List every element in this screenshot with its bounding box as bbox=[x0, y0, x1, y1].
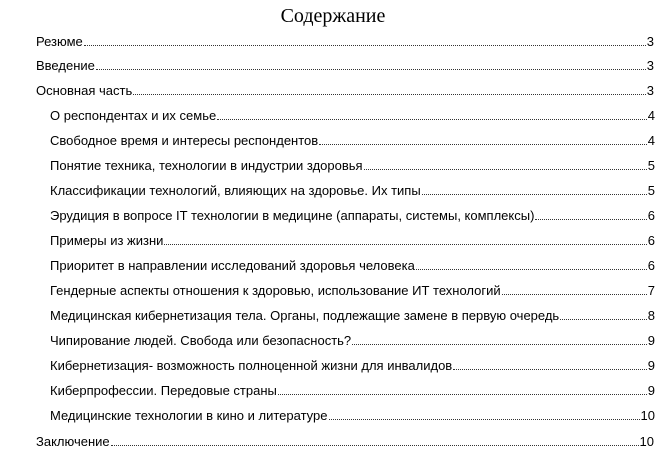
toc-leader-dots bbox=[416, 269, 647, 270]
toc-entry-body-cybernetization[interactable] bbox=[50, 306, 655, 324]
toc-entry-label: Чипирование людей. Свобода или безопасность? bbox=[50, 333, 352, 348]
toc-page-number: 5 bbox=[647, 158, 655, 173]
toc-leader-dots bbox=[364, 169, 647, 170]
toc-entry-gender-aspects[interactable] bbox=[50, 281, 655, 299]
toc-entry-conclusion[interactable] bbox=[36, 432, 654, 450]
toc-entry-label: Классификации технологий, влияющих на здоровье. Их типы bbox=[50, 183, 421, 198]
toc-leader-dots bbox=[329, 419, 640, 420]
toc-entry-summary[interactable] bbox=[36, 32, 654, 50]
toc-page-number: 5 bbox=[647, 183, 655, 198]
toc-entry-free-time[interactable] bbox=[50, 131, 655, 149]
toc-entry-technology-concept[interactable] bbox=[50, 156, 655, 174]
toc-entry-label: Медицинская кибернетизация тела. Органы, подлежащие замене в первую очередь bbox=[50, 308, 560, 323]
toc-entry-label: Гендерные аспекты отношения к здоровью, использование ИТ технологий bbox=[50, 283, 501, 298]
toc-entry-research-priority[interactable] bbox=[50, 256, 655, 274]
toc-page-number: 4 bbox=[647, 133, 655, 148]
toc-leader-dots bbox=[453, 369, 647, 370]
toc-entry-label: Заключение bbox=[36, 434, 110, 449]
toc-leader-dots bbox=[319, 144, 647, 145]
toc-page-number: 6 bbox=[647, 258, 655, 273]
toc-page-number: 4 bbox=[647, 108, 655, 123]
toc-page-number: 6 bbox=[647, 233, 655, 248]
toc-page-number: 9 bbox=[647, 383, 655, 398]
toc-entry-label: Резюме bbox=[36, 34, 83, 49]
toc-entry-label: Кибернетизация- возможность полноценной жизни для инвалидов bbox=[50, 358, 453, 373]
toc-page-number: 8 bbox=[647, 308, 655, 323]
toc-entry-introduction[interactable] bbox=[36, 56, 654, 74]
toc-entry-label: Примеры из жизни bbox=[50, 233, 164, 248]
toc-leader-dots bbox=[96, 69, 646, 70]
toc-entry-classification[interactable] bbox=[50, 181, 655, 199]
toc-entry-disabled-people[interactable] bbox=[50, 356, 655, 374]
toc-entry-cinema-literature[interactable] bbox=[50, 406, 655, 424]
toc-page-number: 10 bbox=[640, 408, 655, 423]
toc-entry-life-examples[interactable] bbox=[50, 231, 655, 249]
toc-page-number: 9 bbox=[647, 333, 655, 348]
toc-page-number: 3 bbox=[646, 34, 654, 49]
toc-page-number: 6 bbox=[647, 208, 655, 223]
toc-entry-label: Введение bbox=[36, 58, 95, 73]
toc-leader-dots bbox=[164, 244, 646, 245]
toc-entry-cyber-professions[interactable] bbox=[50, 381, 655, 399]
toc-leader-dots bbox=[84, 45, 646, 46]
toc-entry-label: Киберпрофессии. Передовые страны bbox=[50, 383, 277, 398]
toc-leader-dots bbox=[502, 294, 647, 295]
toc-leader-dots bbox=[352, 344, 647, 345]
toc-entry-label: Медицинские технологии в кино и литературе bbox=[50, 408, 328, 423]
toc-title: Содержание bbox=[280, 5, 386, 27]
toc-page-number: 3 bbox=[646, 58, 654, 73]
toc-entry-label: Основная часть bbox=[36, 83, 133, 98]
toc-page-number: 3 bbox=[646, 83, 654, 98]
toc-entry-label: Понятие техника, технологии в индустрии здоровья bbox=[50, 158, 363, 173]
toc-page-number: 9 bbox=[647, 358, 655, 373]
toc-entry-main-part[interactable] bbox=[36, 81, 654, 99]
toc-entry-label: Свободное время и интересы респондентов bbox=[50, 133, 319, 148]
toc-entry-respondents[interactable] bbox=[50, 106, 655, 124]
toc-entry-label: Приоритет в направлении исследований здоровья человека bbox=[50, 258, 415, 273]
toc-leader-dots bbox=[278, 394, 647, 395]
toc-entry-it-erudition[interactable] bbox=[50, 206, 655, 224]
toc-leader-dots bbox=[133, 94, 646, 95]
toc-leader-dots bbox=[217, 119, 647, 120]
toc-page-number: 7 bbox=[647, 283, 655, 298]
toc-entry-label: Эрудиция в вопросе IT технологии в медицине (аппараты, системы, комплексы) bbox=[50, 208, 535, 223]
toc-leader-dots bbox=[535, 219, 646, 220]
toc-entry-label: О респондентах и их семье bbox=[50, 108, 217, 123]
toc-entry-chipping[interactable] bbox=[50, 331, 655, 349]
toc-page-number: 10 bbox=[639, 434, 654, 449]
toc-leader-dots bbox=[560, 319, 647, 320]
toc-leader-dots bbox=[111, 445, 639, 446]
toc-leader-dots bbox=[422, 194, 647, 195]
